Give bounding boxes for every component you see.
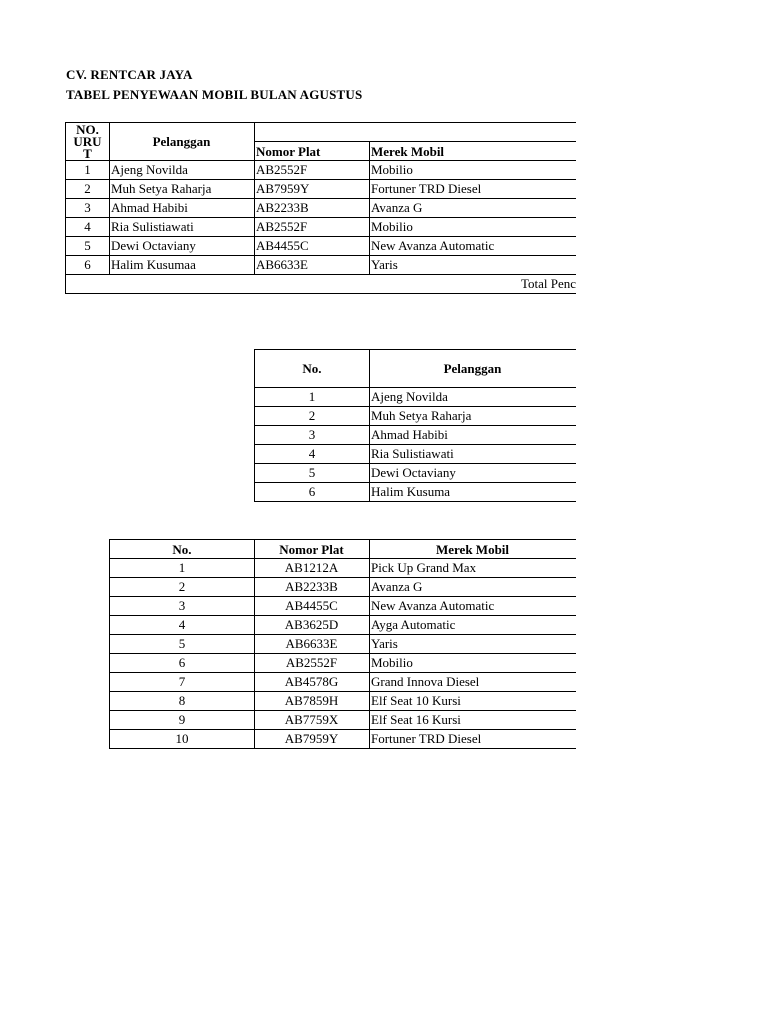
customer-row-no: 5 bbox=[254, 463, 370, 483]
document-subtitle: TABEL PENYEWAAN MOBIL BULAN AGUSTUS bbox=[66, 87, 363, 102]
car-row-plate: AB2233B bbox=[254, 577, 370, 597]
rental-row-plate: AB7959Y bbox=[254, 179, 370, 199]
car-row-brand: Mobilio bbox=[369, 653, 576, 673]
car-row-no: 10 bbox=[109, 729, 255, 749]
rental-row-plate: AB2552F bbox=[254, 160, 370, 180]
rental-row-customer: Dewi Octaviany bbox=[109, 236, 255, 256]
car-row-brand: Pick Up Grand Max bbox=[369, 558, 576, 578]
car-row-plate: AB4455C bbox=[254, 596, 370, 616]
car-row-no: 9 bbox=[109, 710, 255, 730]
car-row-no: 7 bbox=[109, 672, 255, 692]
car-row-brand: Elf Seat 10 Kursi bbox=[369, 691, 576, 711]
company-name: CV. RENTCAR JAYA bbox=[66, 67, 193, 82]
rental-row-no: 6 bbox=[65, 255, 110, 275]
car-row-brand: Grand Innova Diesel bbox=[369, 672, 576, 692]
rental-header-brand: Merek Mobil bbox=[369, 141, 576, 161]
car-row-plate: AB7859H bbox=[254, 691, 370, 711]
rental-row-plate: AB4455C bbox=[254, 236, 370, 256]
car-row-plate: AB1212A bbox=[254, 558, 370, 578]
car-row-no: 8 bbox=[109, 691, 255, 711]
rental-row-no: 4 bbox=[65, 217, 110, 237]
rental-row-customer: Ahmad Habibi bbox=[109, 198, 255, 218]
car-row-brand: Avanza G bbox=[369, 577, 576, 597]
car-row-plate: AB7959Y bbox=[254, 729, 370, 749]
car-row-brand: Elf Seat 16 Kursi bbox=[369, 710, 576, 730]
car-row-no: 5 bbox=[109, 634, 255, 654]
rental-row-no: 5 bbox=[65, 236, 110, 256]
rental-row-plate: AB2233B bbox=[254, 198, 370, 218]
customer-row-no: 1 bbox=[254, 387, 370, 407]
car-row-brand: Ayga Automatic bbox=[369, 615, 576, 635]
customer-row-customer: Ajeng Novilda bbox=[369, 387, 576, 407]
customer-row-customer: Halim Kusuma bbox=[369, 482, 576, 502]
rental-row-no: 2 bbox=[65, 179, 110, 199]
customer-header-no: No. bbox=[254, 349, 370, 388]
rental-row-customer: Halim Kusumaa bbox=[109, 255, 255, 275]
rental-total-label: Total Penc bbox=[65, 274, 576, 294]
customer-row-customer: Muh Setya Raharja bbox=[369, 406, 576, 426]
car-row-no: 2 bbox=[109, 577, 255, 597]
rental-header-group bbox=[254, 122, 576, 142]
car-row-plate: AB7759X bbox=[254, 710, 370, 730]
rental-row-plate: AB2552F bbox=[254, 217, 370, 237]
car-row-no: 4 bbox=[109, 615, 255, 635]
car-row-brand: New Avanza Automatic bbox=[369, 596, 576, 616]
customer-row-no: 6 bbox=[254, 482, 370, 502]
car-header-plate: Nomor Plat bbox=[254, 539, 370, 559]
rental-header-customer: Pelanggan bbox=[109, 122, 255, 161]
car-row-plate: AB4578G bbox=[254, 672, 370, 692]
rental-row-brand: Avanza G bbox=[369, 198, 576, 218]
rental-header-plate: Nomor Plat bbox=[254, 141, 370, 161]
car-row-no: 1 bbox=[109, 558, 255, 578]
rental-row-plate: AB6633E bbox=[254, 255, 370, 275]
rental-row-no: 3 bbox=[65, 198, 110, 218]
rental-row-no: 1 bbox=[65, 160, 110, 180]
customer-header-customer: Pelanggan bbox=[369, 349, 576, 388]
car-row-plate: AB3625D bbox=[254, 615, 370, 635]
customer-row-customer: Ria Sulistiawati bbox=[369, 444, 576, 464]
car-header-no: No. bbox=[109, 539, 255, 559]
rental-row-customer: Muh Setya Raharja bbox=[109, 179, 255, 199]
rental-header-no: NO. URU T bbox=[65, 122, 110, 161]
rental-row-brand: Fortuner TRD Diesel bbox=[369, 179, 576, 199]
rental-row-brand: Mobilio bbox=[369, 217, 576, 237]
customer-row-no: 2 bbox=[254, 406, 370, 426]
car-row-no: 3 bbox=[109, 596, 255, 616]
customer-row-customer: Ahmad Habibi bbox=[369, 425, 576, 445]
rental-row-brand: Mobilio bbox=[369, 160, 576, 180]
car-row-plate: AB6633E bbox=[254, 634, 370, 654]
customer-row-customer: Dewi Octaviany bbox=[369, 463, 576, 483]
rental-row-customer: Ajeng Novilda bbox=[109, 160, 255, 180]
car-header-brand: Merek Mobil bbox=[369, 539, 576, 559]
car-row-plate: AB2552F bbox=[254, 653, 370, 673]
rental-row-customer: Ria Sulistiawati bbox=[109, 217, 255, 237]
rental-row-brand: Yaris bbox=[369, 255, 576, 275]
rental-row-brand: New Avanza Automatic bbox=[369, 236, 576, 256]
car-row-brand: Fortuner TRD Diesel bbox=[369, 729, 576, 749]
car-row-no: 6 bbox=[109, 653, 255, 673]
customer-row-no: 3 bbox=[254, 425, 370, 445]
car-row-brand: Yaris bbox=[369, 634, 576, 654]
customer-row-no: 4 bbox=[254, 444, 370, 464]
